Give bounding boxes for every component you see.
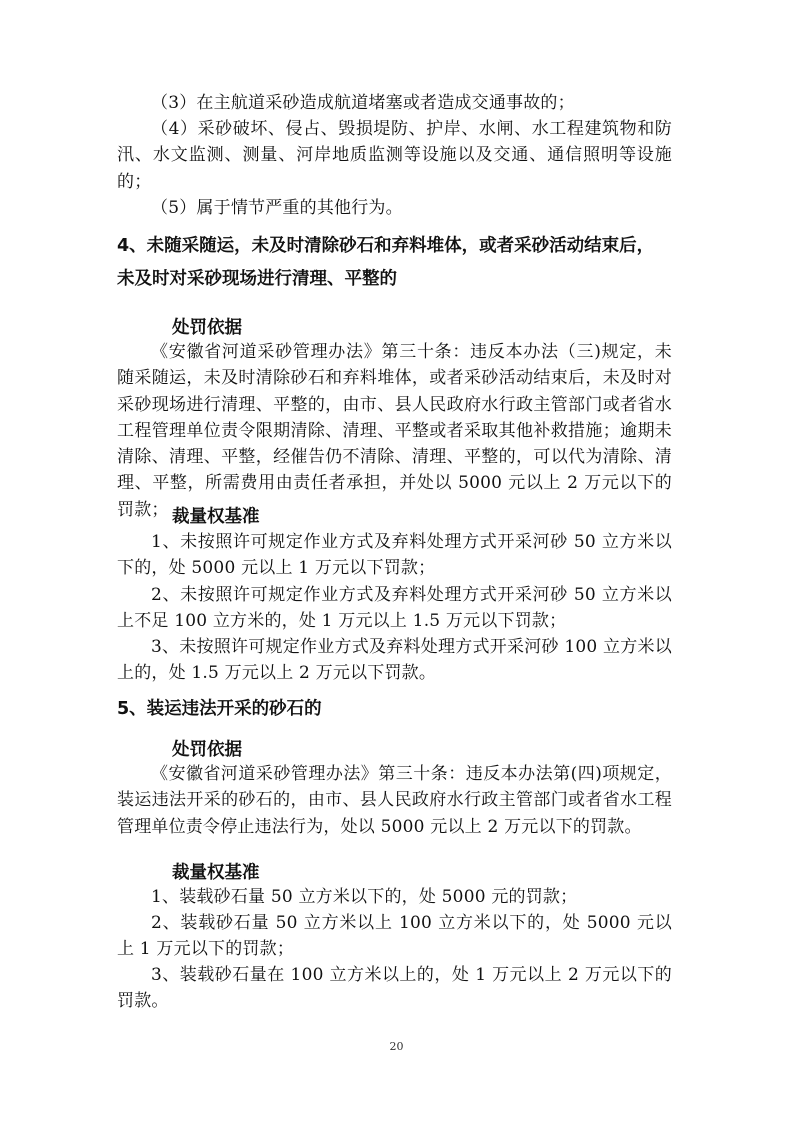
page-number: 20 (389, 1040, 404, 1053)
section-5-basis-text: 《安徽省河道采砂管理办法》第三十条：违反本办法第(四)项规定，装运违法开采的砂石的，由市、县人民政府水行政主管部门或者省水工程管理单位责令停止违法行为，处以 5000 元以上 2 万元以下的罚款。 (117, 764, 672, 837)
section-5-discretion-item-1: 1、装载砂石量 50 立方米以下的，处 5000 元的罚款； (151, 887, 578, 907)
item-5: （5）属于情节严重的其他行为。 (151, 198, 403, 218)
section-4-title-line-1: 4、未随采随运，未及时清除砂石和弃料堆体，或者采砂活动结束后， (117, 236, 655, 256)
section-5-title: 5、装运违法开采的砂石的 (117, 699, 322, 719)
section-4-discretion-heading: 裁量权基准 (172, 507, 260, 527)
item-3: （3）在主航道采砂造成航道堵塞或者造成交通事故的； (151, 93, 575, 113)
section-5-discretion-heading: 裁量权基准 (172, 863, 260, 883)
section-4-basis-heading: 处罚依据 (172, 318, 242, 338)
section-4-basis-text: 《安徽省河道采砂管理办法》第三十条：违反本办法（三)规定，未随采随运，未及时清除砂石和弃料堆体，或者采砂活动结束后，未及时对采砂现场进行清理、平整的，由市、县人民政府水行政主管部门或者省水工程管理单位责令限期清除、清理、平整或者采取其他补救措施；逾期未清除、清理、平整，经催告仍不清除、清理、平整的，可以代为清除、清理、平整，所需费用由责任者承担，并处以 5000 元以上 2 万元以下的罚款； (117, 342, 672, 520)
section-5-basis-heading: 处罚依据 (172, 740, 242, 760)
section-5-discretion-item-3: 3、装载砂石量在 100 立方米以上的，处 1 万元以上 2 万元以下的罚款。 (117, 965, 672, 1012)
section-4-title-line-2: 未及时对采砂现场进行清理、平整的 (117, 269, 397, 289)
section-4-discretion-item-3: 3、未按照许可规定作业方式及弃料处理方式开采河砂 100 立方米以上的，处 1.5 万元以上 2 万元以下罚款。 (117, 637, 672, 684)
section-4-discretion-item-1: 1、未按照许可规定作业方式及弃料处理方式开采河砂 50 立方米以下的，处 5000 元以上 1 万元以下罚款； (117, 532, 672, 579)
section-4-discretion-item-2: 2、未按照许可规定作业方式及弃料处理方式开采河砂 50 立方米以上不足 100 立方米的，处 1 万元以上 1.5 万元以下罚款； (117, 585, 672, 632)
item-4: （4）采砂破坏、侵占、毁损堤防、护岸、水闸、水工程建筑物和防汛、水文监测、测量、河岸地质监测等设施以及交通、通信照明等设施的； (117, 119, 672, 192)
section-5-discretion-item-2: 2、装载砂石量 50 立方米以上 100 立方米以下的，处 5000 元以上 1 万元以下的罚款； (117, 913, 672, 960)
